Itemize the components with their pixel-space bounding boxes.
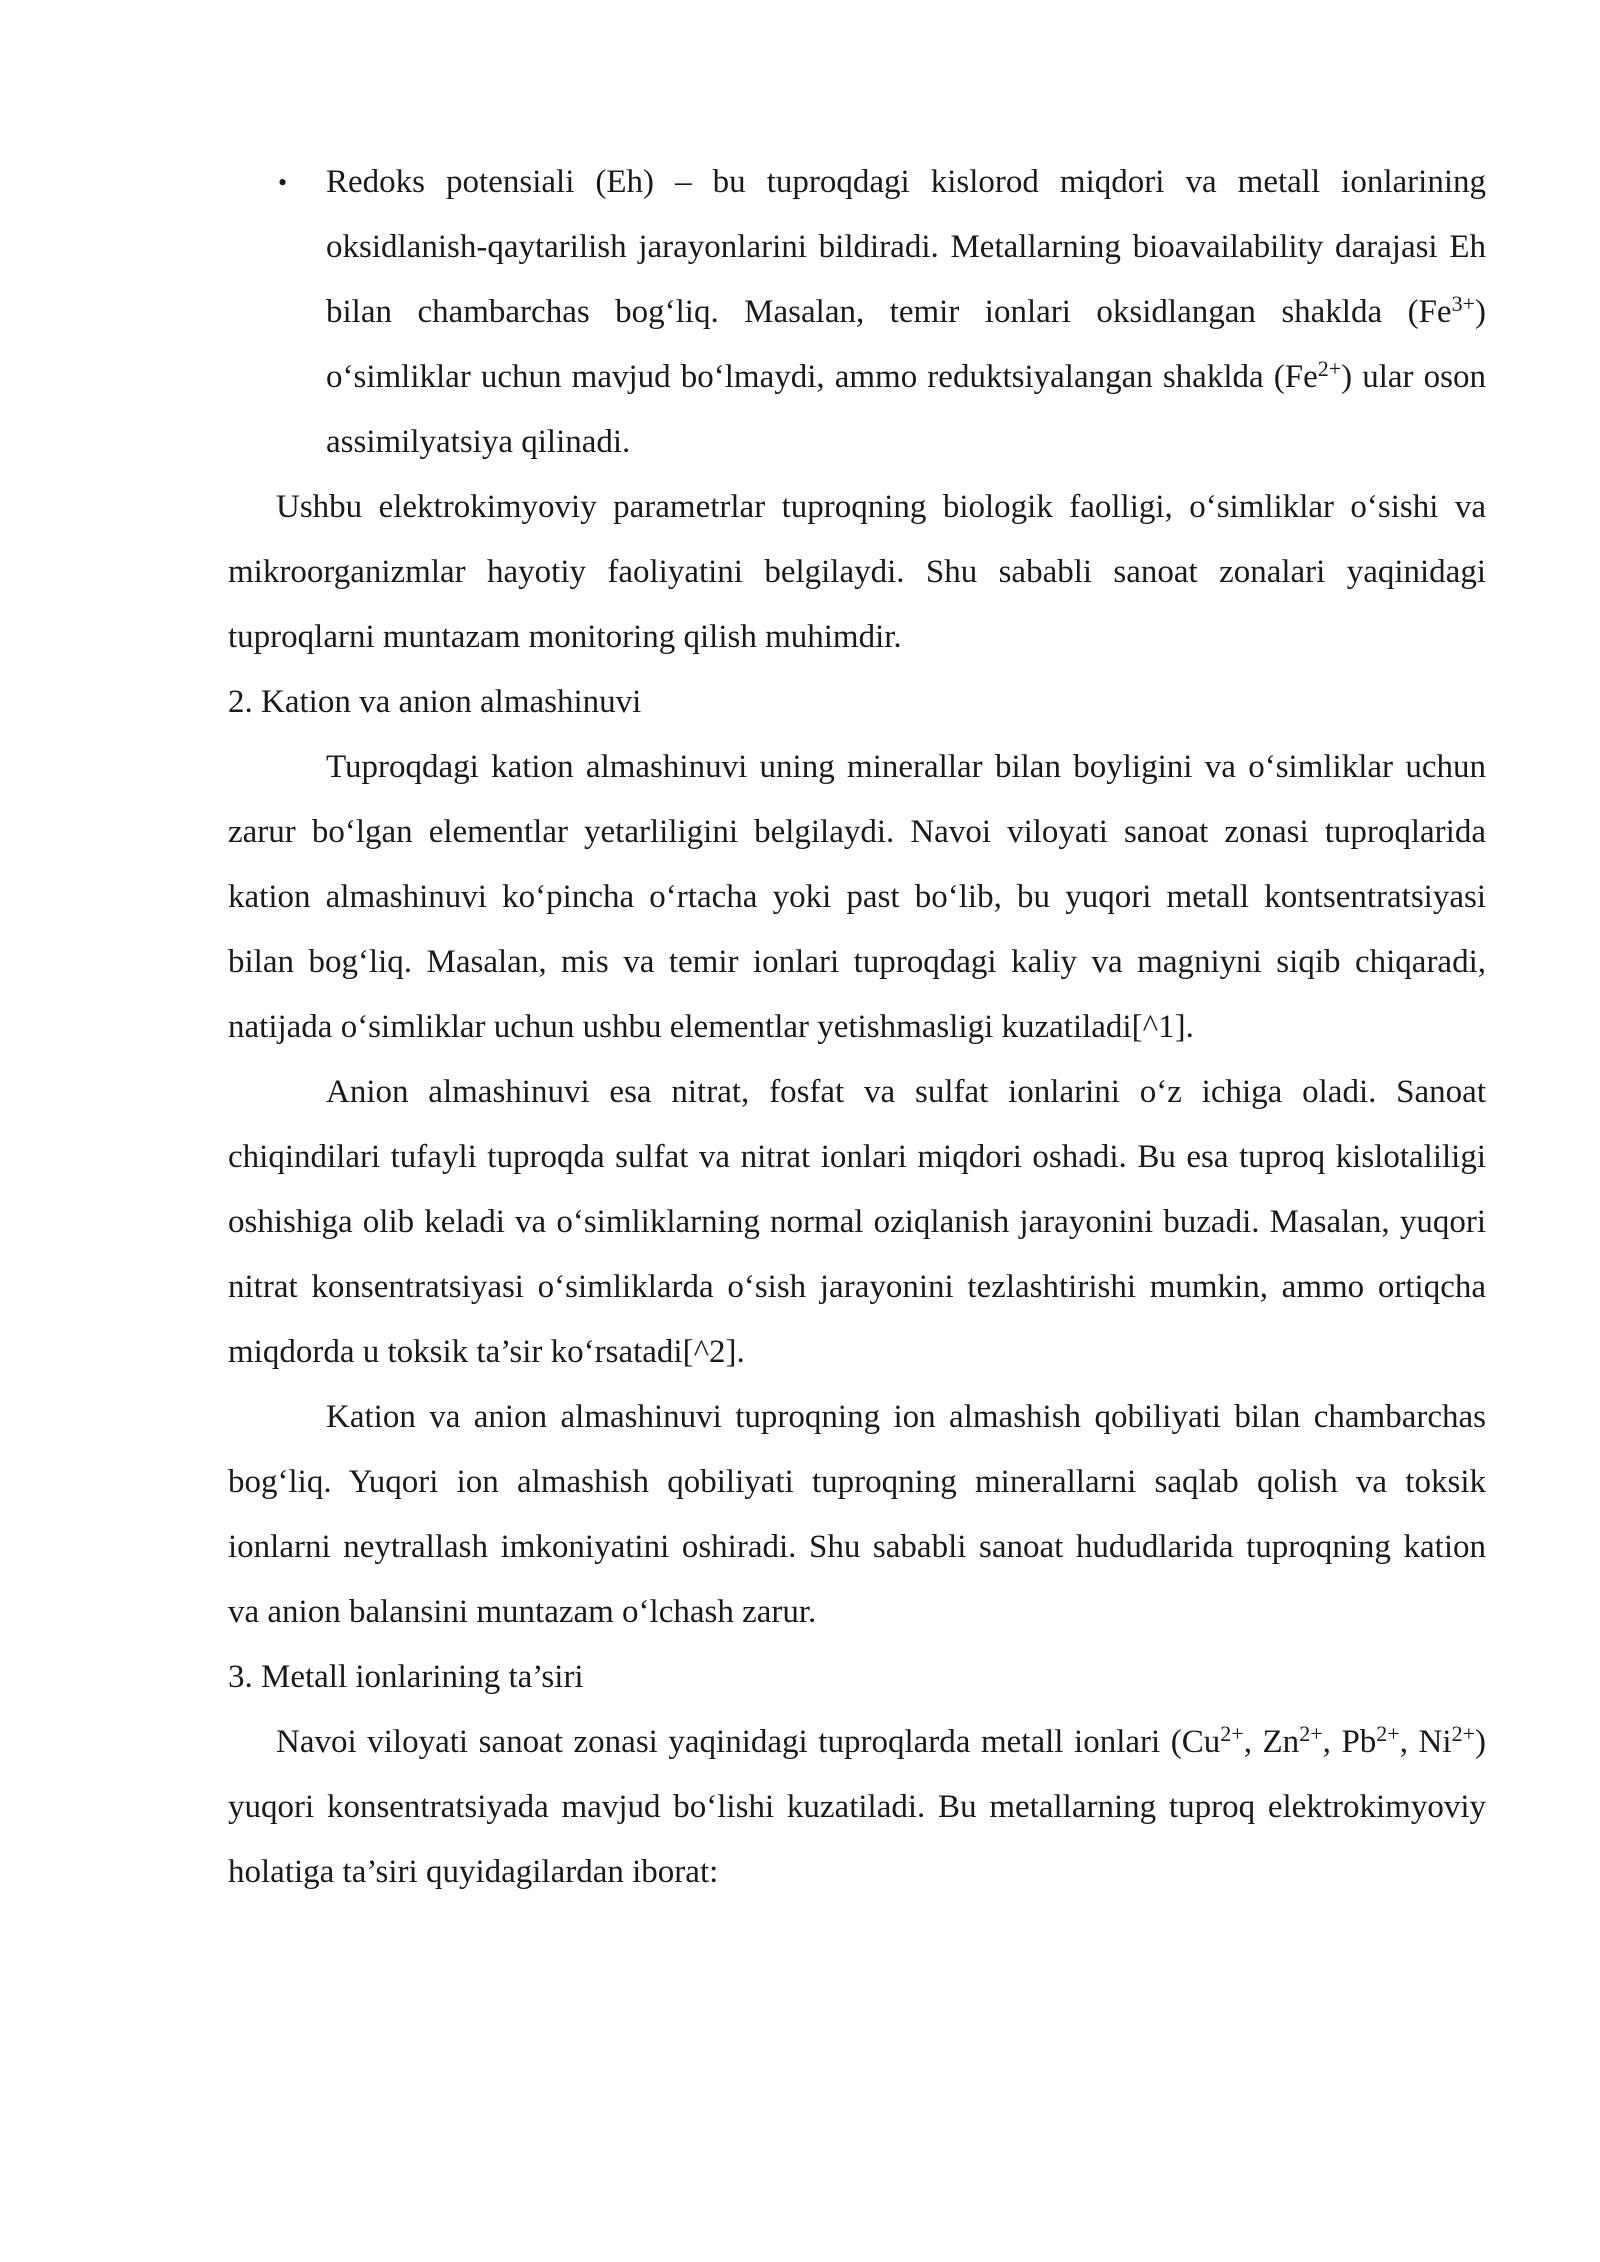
section-heading-3: 3. Metall ionlarining ta’siri	[228, 1659, 584, 1695]
metals-text-part1: Navoi viloyati sanoat zonasi yaqinidagi tuproqlarda metall ionlari (Cu	[276, 1724, 1221, 1760]
bullet-text-part2: ) o‘simliklar uchun mavjud bo‘lmaydi, ammo reduktsiyalangan shaklda (Fe	[326, 294, 1486, 395]
superscript-cu: 2+	[1220, 1721, 1244, 1746]
superscript-zn: 2+	[1299, 1721, 1323, 1746]
superscript-pb: 2+	[1376, 1721, 1400, 1746]
metals-text-part5: ) yuqori konsentratsiyada mavjud bo‘lishi kuzatiladi. Bu metallarning tuproq elektrokimyoviy holatiga ta’siri quyidagilardan iborat:	[228, 1724, 1486, 1890]
superscript-fe2: 2+	[1317, 356, 1342, 381]
paragraph-metal-ions	[228, 1710, 1486, 1905]
bullet-text-part1: Redoks potensiali (Eh) – bu tuproqdagi kislorod miqdori va metall ionlarining oksidlanish-qaytarilish jarayonlarini bildiradi. Metallarning bioavailability darajasi Eh bilan chambarchas bog‘liq. Masalan, temir ionlari oksidlangan shaklda (Fe	[326, 164, 1486, 330]
document-page	[228, 150, 1486, 1905]
metals-text-part2: , Zn	[1243, 1724, 1300, 1760]
section-heading-2: 2. Kation va anion almashinuvi	[228, 684, 642, 720]
superscript-fe3: 3+	[1451, 291, 1475, 316]
metals-text-part3: , Pb	[1322, 1724, 1377, 1760]
bullet-item-redox	[228, 150, 1486, 475]
superscript-ni: 2+	[1451, 1721, 1475, 1746]
paragraph-anion-exchange: Anion almashinuvi esa nitrat, fosfat va sulfat ionlarini o‘z ichiga oladi. Sanoat chiqindilari tufayli tuproqda sulfat va nitrat ionlari miqdori oshadi. Bu esa tuproq kislotaliligi oshishiga olib keladi va o‘simliklarning normal oziqlanish jarayonini buzadi. Masalan, yuqori nitrat konsentratsiyasi o‘simliklarda o‘sish jarayonini tezlashtirishi mumkin, ammo ortiqcha miqdorda u toksik ta’sir ko‘rsatadi[^2].	[228, 1074, 1486, 1370]
metals-text-part4: , Ni	[1399, 1724, 1452, 1760]
bullet-icon: •	[278, 168, 288, 197]
paragraph-ion-exchange-capacity: Kation va anion almashinuvi tuproqning ion almashish qobiliyati bilan chambarchas bog‘liq. Yuqori ion almashish qobiliyati tuproqning minerallarni saqlab qolish va toksik ionlarni neytrallash imkoniyatini oshiradi. Shu sababli sanoat hududlarida tuproqning kation va anion balansini muntazam o‘lchash zarur.	[228, 1399, 1486, 1630]
paragraph-summary: Ushbu elektrokimyoviy parametrlar tuproqning biologik faolligi, o‘simliklar o‘sishi va mikroorganizmlar hayotiy faoliyatini belgilaydi. Shu sababli sanoat zonalari yaqinidagi tuproqlarni muntazam monitoring qilish muhimdir.	[228, 489, 1486, 655]
bullet-text-part3: ) ular oson assimilyatsiya qilinadi.	[326, 359, 1486, 460]
paragraph-cation-exchange: Tuproqdagi kation almashinuvi uning minerallar bilan boyligini va o‘simliklar uchun zarur bo‘lgan elementlar yetarliligini belgilaydi. Navoi viloyati sanoat zonasi tuproqlarida kation almashinuvi ko‘pincha o‘rtacha yoki past bo‘lib, bu yuqori metall kontsentratsiyasi bilan bog‘liq. Masalan, mis va temir ionlari tuproqdagi kaliy va magniyni siqib chiqaradi, natijada o‘simliklar uchun ushbu elementlar yetishmasligi kuzatiladi[^1].	[228, 749, 1486, 1045]
